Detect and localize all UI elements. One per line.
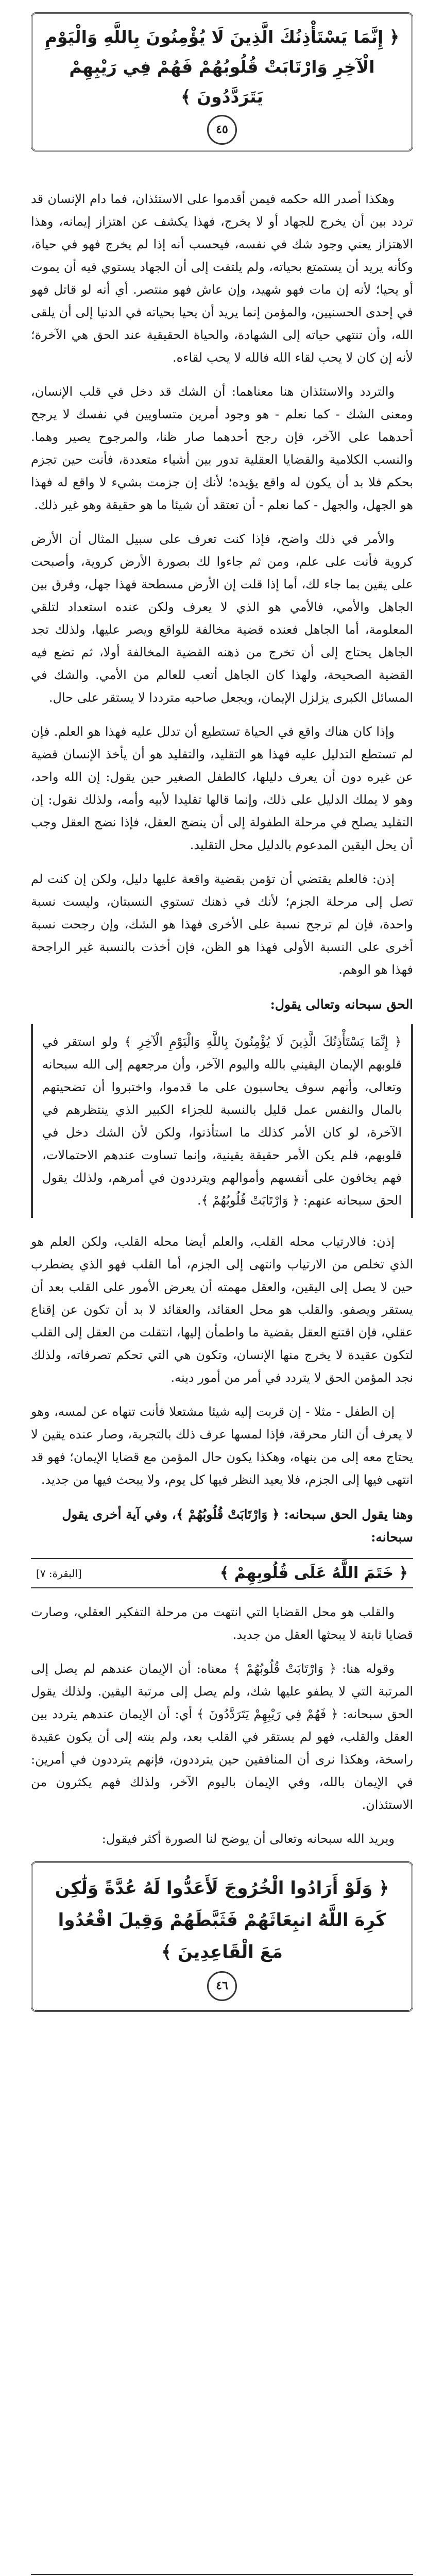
paragraph-7: إن الطفل - مثلا - إن قربت إليه شيئا مشتعلا فأنت تنهاه عن لمسه، وهو لا يعرف أن النار محرقة، فإذا لمسها عرف ذلك بالتجربة، وصار عنده يقين لا يحتاج معه إلى من ينهاه، وهكذا يكون حال المؤمن مع قضايا الإيمان؛ فهو قد انتهى فيها إلى الجزم، فلا يعيد النظر فيها كل يوم، ولا يبحث فيها من جديد.	[31, 1404, 413, 1487]
paragraph-8: والقلب هو محل القضايا التي انتهت من مرحلة التفكير العقلي، وصارت قضايا ثابتة لا يبحثها العقل من جديد.	[31, 1605, 413, 1642]
paragraph-4: وإذا كان هناك واقع في الحياة تستطيع أن تدلل عليه فهذا هو العلم. فإن لم تستطع التدليل عليه فهذا هو التقليد، والتقليد هو أن يأخذ الإنسان قضية عن غيره دون أن يعرف دليلها، كالطفل الصغير حين يقول: إن الله واحد، وهو لا يملك الدليل على ذلك، وإنما قالها تقليدا لأبيه وأمه، ولذلك نقول: إن التقليد يصلح في مرحلة الطفولة إلى أن ينضج العقل، فإذا نضج العقل وجب أن يحل اليقين المدعوم بالدليل محل التقليد.	[31, 724, 413, 852]
ayah-number-badge: ٤٥	[207, 115, 237, 145]
paragraph-10: ويريد الله سبحانه وتعالى أن يوضح لنا الصورة أكثر فيقول:	[101, 1832, 395, 1846]
final-ayah-number-badge: ٤٦	[207, 1971, 237, 2001]
paragraph-1: وهكذا أصدر الله حكمه فيمن أقدموا على الاستئذان، فما دام الإنسان قد تردد بين أن يخرج للجهاد أو لا يخرج، فهذا يكشف عن اهتزاز إيمانه، وهذا الاهتزاز يعني وجود شك في نفسه، فيحسب أنه إذا لم يخرج فهو في حياة، وكأنه يريد أن يستمتع بحياته، ولم يلتفت إلى أن الجهاد يستوي فيه أن يموت أو يحيا؛ لأنه إن مات فهو شهيد، وإن عاش فهو منتصر. أي أنه لو قاتل فهو في إحدى الحسنيين، والمؤمن إنما يريد أن يحيا بحياته في الدنيا إلى أن يلقى الله، وأن تنتهي حياته إلى الشهادة، والحياة الحقيقية عند الحق هي الآخرة؛ لأنه إن كان لا يحب لقاء الله فالله لا يحب لقاءه.	[31, 192, 413, 365]
paragraph-2: والتردد والاستئذان هنا معناهما: أن الشك قد دخل في قلب الإنسان، ومعنى الشك - كما نعلم - هو وجود أمرين متساويين في نفسك لا يرجح أحدهما على الآخر، فإن رجح أحدهما صار ظنا، والمرجوح يصير وهما. والنسب الكلامية والقضايا العقلية تدور بين أشياء متعددة، فأنت حين تجزم بحكم فلا بد أن يكون له واقع يؤيده؛ لأنك إن جزمت بشيء لا واقع له فهذا هو الجهل، والجهل - كما نعلم - أن تعتقد أن شيئا ما هو حقيقة وهو غير ذلك.	[31, 384, 414, 512]
lead-line-2: وهنا يقول الحق سبحانه: ﴿ وَارْتَابَتْ قُلُوبُهُمْ ﴾، وفي آية أخرى يقول سبحانه:	[62, 1507, 413, 1545]
verse-header-box	[31, 12, 413, 151]
final-verse-box	[31, 1861, 413, 2012]
paragraph-5: إذن: فالعلم يقتضي أن تؤمن بقضية واقعة عليها دليل، ولكن إن كنت لم تصل إلى مرحلة الجزم؛ لأنك في ذهنك تستوي النسبتان، وليست نسبة واحدة، فإن لم ترجح نسبة على الأخرى فهذا هو الشك، وإن رجحت نسبة أخرى على النسبة الأولى فهذا هو الظن، فإن أخذت بالنسبة غير الراجحة فهذا هو الوهم.	[31, 872, 413, 977]
citation-row	[31, 1558, 413, 1588]
paragraph-6: إذن: فالارتياب محله القلب، والعلم أيضا محله القلب، ولكن العلم هو الذي تخلص من الارتياب وانتهى إلى الجزم، أما القلب فهو الذي يضطرب حين لا يصل إلى اليقين، والعقل مهمته أن يعرض الأمور على القلب بعد أن يستقر ويصفو. والقلب هو محل العقائد، والعقائد لا بد أن تكون عن إقناع عقلي، فإن اقتنع العقل بقضية ما واطمأن إليها، انتقلت من العقل إلى القلب لتكون عقيدة لا يخرج منها الإنسان، وتكون هي التي تحكم تصرفاته، ولذلك نجد المؤمن الحق لا يتردد في أمر من أمور دينه.	[31, 1234, 414, 1385]
footer-divider	[31, 2574, 413, 2575]
final-verse-text: ﴿ وَلَوْ أَرَادُوا الْخُرُوجَ لَأَعَدُّوا لَهُ عُدَّةً وَلَٰكِن كَرِهَ اللَّهُ انبِعَاثَهُمْ فَثَبَّطَهُمْ وَقِيلَ اقْعُدُوا مَعَ الْقَاعِدِينَ ﴾	[55, 1878, 389, 1962]
citation-verse: ﴿ خَتَمَ اللَّهُ عَلَى قُلُوبِهِمْ ﴾	[219, 1564, 408, 1582]
paragraph-3: والأمر في ذلك واضح، فإذا كنت تعرف على سبيل المثال أن الأرض كروية فأنت على علم، ومن ثم جاءوا لك بصورة الأرض كروية، وأصبحت على يقين بما جاء لك، أما إذا قلت إن الأرض مسطحة فهذا جهل، وفرق بين الجاهل والأمي، فالأمي هو الذي لا يعرف ولكن عنده استعداد لتلقي المعلومة، أما الجاهل فعنده قضية مخالفة للواقع ويصر عليها، ولذلك تجد الجاهل يحتاج إلى أن تخرج من ذهنه القضية المخالفة أولا، ثم تضع فيه القضية الصحيحة، ولهذا كان الجاهل أتعب للعالم من الأمي. والشك في المسائل الكبرى يزلزل الإيمان، ويجعل صاحبه مترددا لا يستقر على حال.	[31, 532, 413, 705]
quote-block-1: ﴿ إِنَّمَا يَسْتَأْذِنُكَ الَّذِينَ لَا يُؤْمِنُونَ بِاللَّهِ وَالْيَوْمِ الْآخِرِ ﴾ ولو استقر في قلوبهم الإيمان اليقيني بالله واليوم الآخر، وأن مرجعهم إلى الله سبحانه وتعالى، وأنهم سوف يحاسبون على ما قدموا، واختبروا أن تضحيتهم بالمال والنفس عمل قليل بالنسبة للجزاء الكبير الذي ينتظرهم في الآخرة، لو كان الأمر كذلك ما استأذنوا، ولكن لأن الشك دخل في قلوبهم، فلم يكن الأمر حقيقة يقينية، وإنما تساوت عندهم الاحتمالات، فهم يخافون على أنفسهم وأموالهم ويترددون في أمرهم، ولذلك يقول الحق سبحانه عنهم: ﴿ وَارْتَابَتْ قُلُوبُهُمْ ﴾.	[31, 1024, 413, 1218]
citation-reference: [البقرة: ٧]	[36, 1567, 82, 1580]
verse-header-text: ﴿ إِنَّمَا يَسْتَأْذِنُكَ الَّذِينَ لَا يُؤْمِنُونَ بِاللَّهِ وَالْيَوْمِ الْآخِرِ وَارْتَابَتْ قُلُوبُهُمْ فَهُمْ فِي رَيْبِهِمْ يَتَرَدَّدُونَ ﴾	[44, 27, 400, 107]
paragraph-9: وقوله هنا: ﴿ وَارْتَابَتْ قُلُوبُهُمْ ﴾ معناه: أن الإيمان عندهم لم يصل إلى المرتبة التي لا يطفو عليها شك، ولم يصل إلى مرتبة اليقين. ولذلك يقول الحق سبحانه: ﴿ فَهُمْ فِي رَيْبِهِمْ يَتَرَدَّدُونَ ﴾ أي: أن الإيمان عندهم يتردد بين العقل والقلب، فهو لم يستقر في القلب بعد، ولم ينته إلى أن يكون عقيدة راسخة، وهكذا نرى أن المنافقين حين يترددون، فإنهم يترددون في أمرين: في الإيمان بالله، وفي الإيمان باليوم الآخر، ولذلك فهم يكثرون من الاستئذان.	[31, 1662, 413, 1812]
lead-line-1: الحق سبحانه وتعالى يقول:	[270, 997, 413, 1012]
